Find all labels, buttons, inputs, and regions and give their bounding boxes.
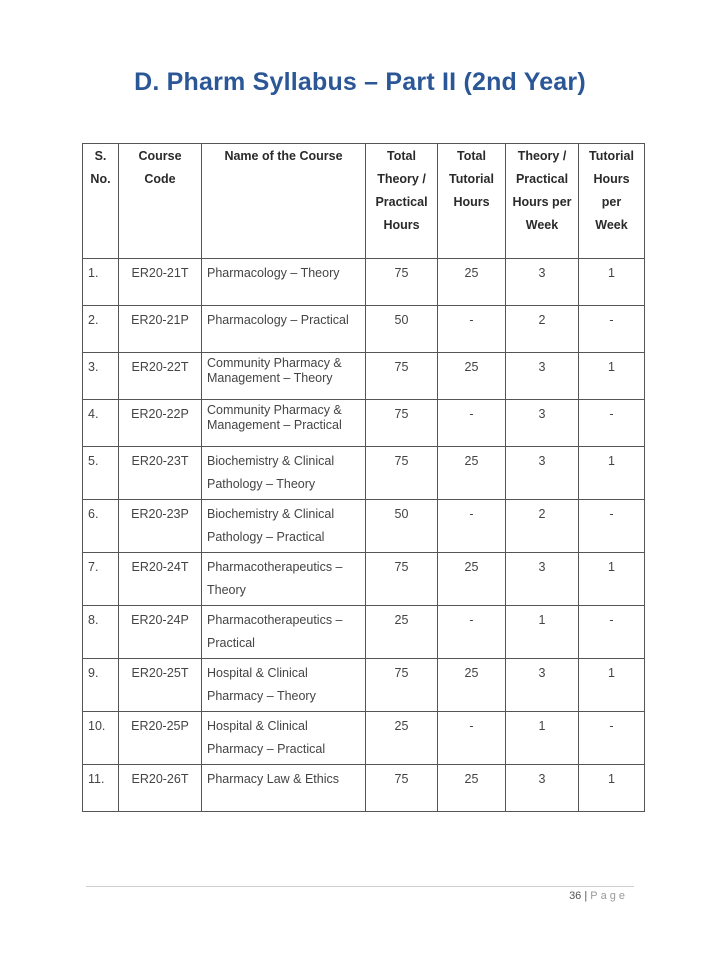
cell-total-hours: 75 <box>366 659 438 712</box>
cell-course-code: ER20-21T <box>119 259 202 306</box>
cell-sno: 9. <box>83 659 119 712</box>
cell-hours-per-week: 3 <box>506 259 579 306</box>
header-course-code: Course Code <box>119 144 202 259</box>
cell-tutorial-per-week: - <box>579 306 645 353</box>
footer-divider <box>86 886 634 887</box>
cell-course-name: Pharmacotherapeutics – Practical <box>202 606 366 659</box>
cell-tutorial-per-week: 1 <box>579 447 645 500</box>
cell-course-name: Biochemistry & Clinical Pathology – Theory <box>202 447 366 500</box>
cell-total-hours: 75 <box>366 259 438 306</box>
page-number: 36 <box>569 890 582 902</box>
cell-tutorial-per-week: - <box>579 606 645 659</box>
cell-course-code: ER20-26T <box>119 765 202 812</box>
cell-tutorial-hours: - <box>438 606 506 659</box>
header-tutorial-hours: Total Tutorial Hours <box>438 144 506 259</box>
table-header-row <box>83 144 645 259</box>
cell-sno: 8. <box>83 606 119 659</box>
cell-course-code: ER20-22T <box>119 353 202 400</box>
cell-sno: 11. <box>83 765 119 812</box>
cell-hours-per-week: 3 <box>506 400 579 447</box>
cell-course-name: Pharmacy Law & Ethics <box>202 765 366 812</box>
cell-sno: 4. <box>83 400 119 447</box>
cell-course-code: ER20-24P <box>119 606 202 659</box>
header-sno: S. No. <box>83 144 119 259</box>
cell-hours-per-week: 3 <box>506 447 579 500</box>
cell-total-hours: 50 <box>366 306 438 353</box>
cell-tutorial-per-week: - <box>579 400 645 447</box>
table-row <box>83 553 645 606</box>
cell-hours-per-week: 3 <box>506 765 579 812</box>
cell-tutorial-per-week: 1 <box>579 659 645 712</box>
cell-tutorial-hours: 25 <box>438 765 506 812</box>
cell-total-hours: 25 <box>366 712 438 765</box>
cell-tutorial-hours: - <box>438 712 506 765</box>
header-tutorial-per-week: Tutorial Hours per Week <box>579 144 645 259</box>
cell-course-code: ER20-24T <box>119 553 202 606</box>
cell-course-name: Hospital & Clinical Pharmacy – Practical <box>202 712 366 765</box>
cell-sno: 1. <box>83 259 119 306</box>
cell-course-code: ER20-23P <box>119 500 202 553</box>
cell-course-code: ER20-25P <box>119 712 202 765</box>
cell-total-hours: 50 <box>366 500 438 553</box>
page-separator: | <box>584 890 588 902</box>
cell-total-hours: 75 <box>366 553 438 606</box>
table-row <box>83 400 645 447</box>
table-row <box>83 712 645 765</box>
cell-tutorial-hours: - <box>438 500 506 553</box>
cell-sno: 3. <box>83 353 119 400</box>
table-row <box>83 353 645 400</box>
cell-course-name: Community Pharmacy & Management – Practical <box>202 400 366 447</box>
cell-tutorial-per-week: - <box>579 712 645 765</box>
cell-tutorial-hours: 25 <box>438 447 506 500</box>
header-course-name: Name of the Course <box>202 144 366 259</box>
cell-course-name: Community Pharmacy & Management – Theory <box>202 353 366 400</box>
cell-total-hours: 75 <box>366 353 438 400</box>
cell-course-name: Pharmacotherapeutics – Theory <box>202 553 366 606</box>
table-row <box>83 659 645 712</box>
cell-course-code: ER20-25T <box>119 659 202 712</box>
cell-course-code: ER20-22P <box>119 400 202 447</box>
cell-hours-per-week: 3 <box>506 553 579 606</box>
table-row <box>83 606 645 659</box>
cell-sno: 2. <box>83 306 119 353</box>
cell-total-hours: 75 <box>366 765 438 812</box>
cell-course-code: ER20-21P <box>119 306 202 353</box>
header-hours-per-week: Theory / Practical Hours per Week <box>506 144 579 259</box>
cell-hours-per-week: 3 <box>506 659 579 712</box>
cell-tutorial-per-week: 1 <box>579 765 645 812</box>
cell-tutorial-hours: 25 <box>438 553 506 606</box>
table-row <box>83 500 645 553</box>
table-row <box>83 259 645 306</box>
cell-total-hours: 25 <box>366 606 438 659</box>
page-title: D. Pharm Syllabus – Part II (2nd Year) <box>134 68 586 96</box>
cell-course-name: Hospital & Clinical Pharmacy – Theory <box>202 659 366 712</box>
cell-sno: 7. <box>83 553 119 606</box>
cell-tutorial-hours: 25 <box>438 659 506 712</box>
table-row <box>83 765 645 812</box>
cell-hours-per-week: 2 <box>506 306 579 353</box>
cell-hours-per-week: 1 <box>506 712 579 765</box>
cell-hours-per-week: 1 <box>506 606 579 659</box>
cell-total-hours: 75 <box>366 447 438 500</box>
table-row <box>83 447 645 500</box>
cell-tutorial-hours: - <box>438 306 506 353</box>
cell-course-code: ER20-23T <box>119 447 202 500</box>
cell-sno: 6. <box>83 500 119 553</box>
cell-hours-per-week: 3 <box>506 353 579 400</box>
header-total-hours: Total Theory / Practical Hours <box>366 144 438 259</box>
cell-sno: 10. <box>83 712 119 765</box>
cell-tutorial-per-week: 1 <box>579 259 645 306</box>
table-row <box>83 306 645 353</box>
cell-course-name: Pharmacology – Practical <box>202 306 366 353</box>
cell-tutorial-per-week: 1 <box>579 353 645 400</box>
cell-tutorial-hours: 25 <box>438 259 506 306</box>
cell-total-hours: 75 <box>366 400 438 447</box>
page-footer <box>569 890 628 902</box>
cell-sno: 5. <box>83 447 119 500</box>
syllabus-table <box>82 143 645 812</box>
cell-course-name: Pharmacology – Theory <box>202 259 366 306</box>
page-word: Page <box>590 890 628 902</box>
cell-tutorial-per-week: 1 <box>579 553 645 606</box>
cell-tutorial-hours: - <box>438 400 506 447</box>
cell-course-name: Biochemistry & Clinical Pathology – Practical <box>202 500 366 553</box>
cell-tutorial-hours: 25 <box>438 353 506 400</box>
cell-hours-per-week: 2 <box>506 500 579 553</box>
cell-tutorial-per-week: - <box>579 500 645 553</box>
